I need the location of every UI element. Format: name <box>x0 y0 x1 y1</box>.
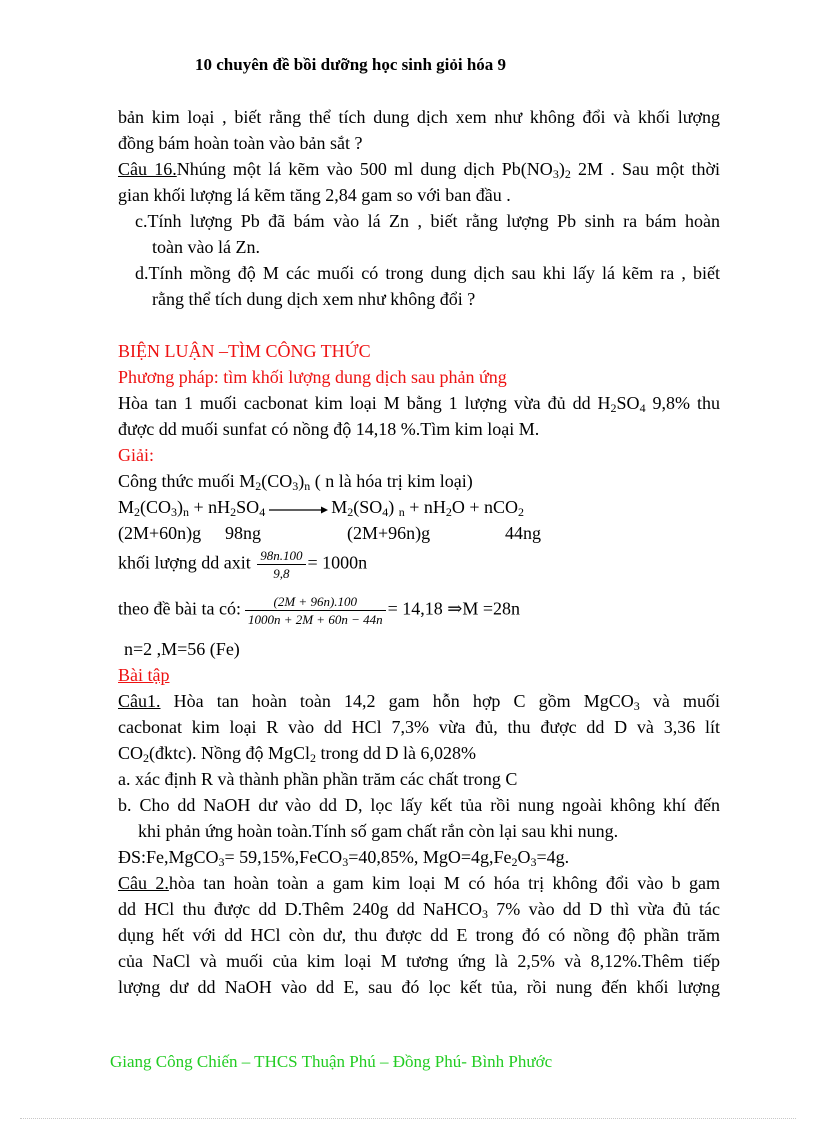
exercise-1-part-a: a. xác định R và thành phần phần trăm các chất trong C <box>118 769 518 789</box>
exercise-1-line-2: cacbonat kim loại R vào dd HCl 7,3% vừa đủ, thu được dd D và 3,36 lít <box>118 717 720 737</box>
exercise-2-line-1: Câu 2.hòa tan hoàn toàn a gam kim loại M có hóa trị không đổi vào b gam <box>118 873 720 893</box>
exercise-2-line-2: dd HCl thu được dd D.Thêm 240g dd NaHCO$_3$ 7% vào dd D thì vừa đủ tác <box>118 899 720 921</box>
exercises-label: Bài tập <box>118 665 170 685</box>
method-line: Phương pháp: tìm khối lượng dung dịch sau phản ứng <box>118 367 507 387</box>
page-footer: Giang Công Chiến – THCS Thuận Phú – Đồng Phú- Bình Phước <box>110 1052 553 1071</box>
problem-line-2: được dd muối sunfat có nồng độ 14,18 %.Tìm kim loại M. <box>118 419 540 439</box>
exercise-2-label: Câu 2. <box>118 873 169 893</box>
footer-divider <box>20 1118 796 1119</box>
problem-line-1: Hòa tan 1 muối cacbonat kim loại M bằng 1 lượng vừa đủ dd $H_2SO_4$ 9,8% thu <box>118 393 720 415</box>
general-formula-line: Công thức muối $M_2(CO_3)_n$ ( n là hóa trị kim loại) <box>118 471 473 493</box>
exercise-1-line-1: Câu1. Hòa tan hoàn toàn 14,2 gam hỗn hợp C gồm MgCO$_3$ và muối <box>118 691 721 713</box>
section-title: BIỆN LUẬN –TÌM CÔNG THỨC <box>118 341 371 361</box>
question-16-line-1: Câu 16.Nhúng một lá kẽm vào 500 ml dung dịch $Pb(NO_3)_2$ 2M . Sau một thời <box>118 159 721 181</box>
mass-ratio-line: (2M+60n)g 98ng (2M+96n)g 44ng <box>118 523 541 543</box>
question-16-line-2: gian khối lượng lá kẽm tăng 2,84 gam so với ban đầu . <box>118 185 511 205</box>
question-16-part-c-line-1: c.Tính lượng Pb đã bám vào lá Zn , biết rằng lượng Pb sinh ra bám hoàn <box>135 211 720 231</box>
question-16-part-c-line-2: toàn vào lá Zn. <box>152 237 260 257</box>
implies-arrow-icon: ⇒ <box>447 598 463 619</box>
exercise-1-part-b-line-2: khi phản ứng hoàn toàn.Tính số gam chất rắn còn lại sau khi nung. <box>138 821 619 841</box>
exercise-2-line-5: lượng dư dd NaOH vào dd E, sau đó lọc kết tủa, rồi nung đến khối lượng <box>118 977 720 997</box>
concentration-fraction: $\frac{(2M + 96n).100}{1000n + 2M + 60n - 44n}$ <box>245 594 386 627</box>
answer-line: n=2 ,M=56 (Fe) <box>124 639 240 659</box>
reaction-arrow-icon <box>268 498 328 520</box>
continuation-line-2: đồng bám hoàn toàn vào bản sắt ? <box>118 133 363 153</box>
acid-mass-line: khối lượng dd axit $\frac{98n.100}{9,8}$ = 1000n <box>118 548 368 581</box>
question-16-part-d-line-1: d.Tính mồng độ M các muối có trong dung dịch sau khi lấy lá kẽm ra , biết <box>135 263 720 283</box>
exercise-1-label: Câu1. <box>118 691 161 711</box>
continuation-line-1: bản kim loại , biết rằng thể tích dung dịch xem như không đổi và khối lượng <box>118 107 720 127</box>
exercise-2-line-4: của NaCl và muối của kim loại M tương ứng là 2,5% và 8,12%.Thêm tiếp <box>118 951 720 971</box>
acid-fraction: $\frac{98n.100}{9,8}$ <box>257 548 305 581</box>
exercise-1-line-3: $CO_2(đktc)$. Nồng độ MgCl$_2$ trong dd D là 6,028% <box>118 743 476 765</box>
concentration-equation-line: theo đề bài ta có: $\frac{(2M + 96n).100}{1000n + 2M + 60n - 44n}$ = 14,18 ⇒M =28n <box>118 594 521 627</box>
question-16-part-d-line-2: rằng thể tích dung dịch xem như không đổi ? <box>152 289 476 309</box>
reaction-equation: $M_2(CO_3)_n + nH_2SO_4$ $M_2(SO_4) _n + nH_2O + nCO_2$ <box>118 497 525 519</box>
exercise-1-part-b-line-1: b. Cho dd NaOH dư vào dd D, lọc lấy kết tủa rồi nung ngoài không khí đến <box>118 795 720 815</box>
question-16-label: Câu 16. <box>118 159 177 179</box>
exercise-2-line-3: dụng hết với dd HCl còn dư, thu được dd E trong đó có nồng độ phần trăm <box>118 925 720 945</box>
exercise-1-answer: ĐS:Fe,MgCO$_3$= 59,15%,FeCO$_3$=40,85%, $MgO=4g,Fe_2O_3=4g$. <box>118 847 570 869</box>
solution-label: Giải: <box>118 445 154 465</box>
page-header: 10 chuyên đề bồi dưỡng học sinh giỏi hóa 9 <box>195 55 507 74</box>
